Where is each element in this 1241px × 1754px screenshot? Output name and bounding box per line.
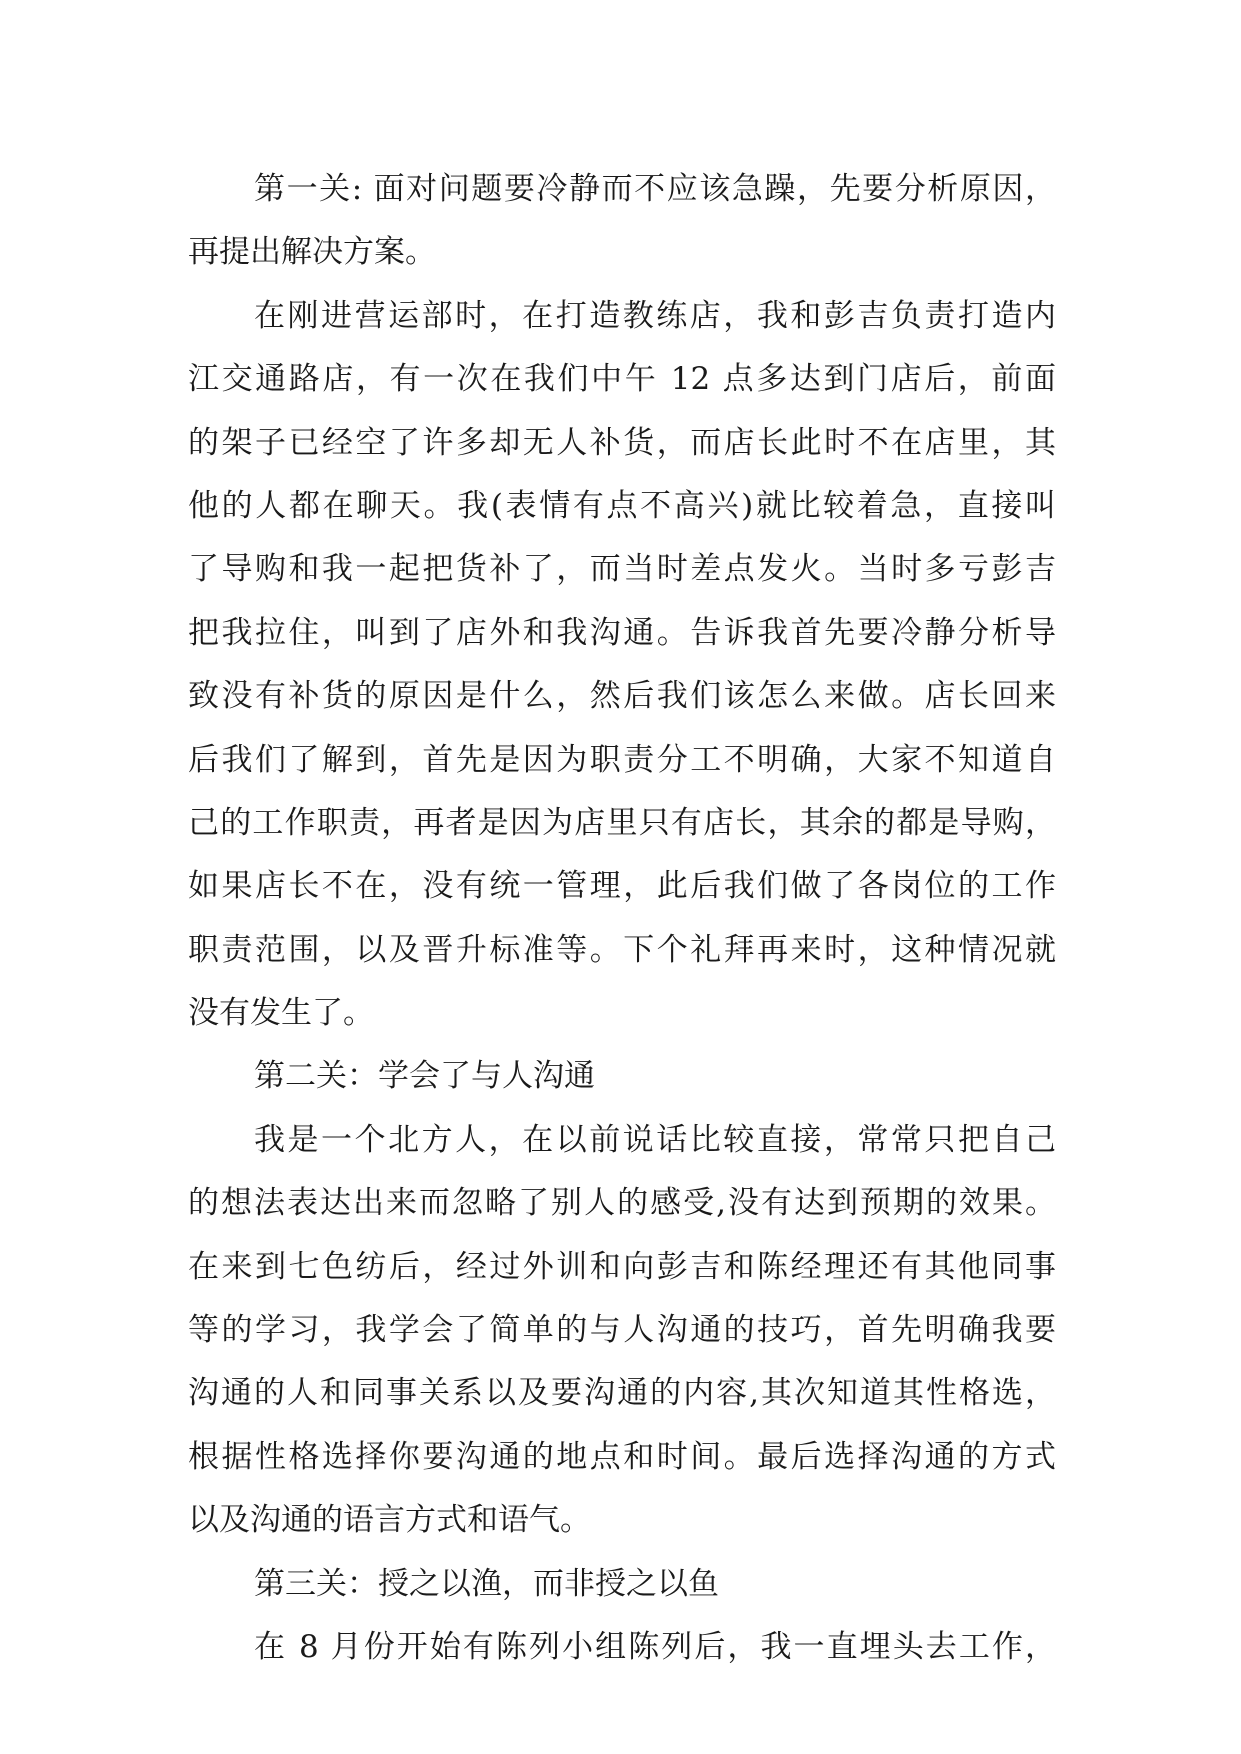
text-line: 如果店长不在，没有统一管理，此后我们做了各岗位的工作 xyxy=(188,868,1056,905)
document-body xyxy=(188,158,1056,1679)
text-line: 在刚进营运部时，在打造教练店，我和彭吉负责打造内 xyxy=(254,297,1056,334)
text-line: 后我们了解到，首先是因为职责分工不明确，大家不知道自 xyxy=(188,741,1056,778)
text-line: 他的人都在聊天。我(表情有点不高兴)就比较着急，直接叫 xyxy=(188,487,1056,524)
text-line: 根据性格选择你要沟通的地点和时间。最后选择沟通的方式 xyxy=(188,1438,1056,1475)
text-line: 己的工作职责，再者是因为店里只有店长，其余的都是导购， xyxy=(188,804,1056,841)
text-line: 等的学习，我学会了简单的与人沟通的技巧，首先明确我要 xyxy=(188,1312,1056,1349)
text-line: 在 8 月份开始有陈列小组陈列后，我一直埋头去工作， xyxy=(254,1628,1056,1665)
text-line: 致没有补货的原因是什么，然后我们该怎么来做。店长回来 xyxy=(188,678,1056,715)
text-line: 我是一个北方人，在以前说话比较直接，常常只把自己 xyxy=(254,1121,1056,1158)
text-line: 的架子已经空了许多却无人补货，而店长此时不在店里，其 xyxy=(188,424,1056,461)
text-line: 沟通的人和同事关系以及要沟通的内容,其次知道其性格选， xyxy=(188,1375,1056,1412)
text-line: 第二关：学会了与人沟通 xyxy=(254,1058,595,1095)
text-line: 第三关：授之以渔，而非授之以鱼 xyxy=(254,1565,719,1602)
text-line: 在来到七色纺后，经过外训和向彭吉和陈经理还有其他同事 xyxy=(188,1248,1056,1285)
text-line: 的想法表达出来而忽略了别人的感受,没有达到预期的效果。 xyxy=(188,1185,1056,1222)
text-line: 把我拉住，叫到了店外和我沟通。告诉我首先要冷静分析导 xyxy=(188,614,1056,651)
text-line: 没有发生了。 xyxy=(188,995,374,1032)
text-line: 再提出解决方案。 xyxy=(188,234,436,271)
text-line: 第一关: 面对问题要冷静而不应该急躁，先要分析原因， xyxy=(254,171,1056,207)
text-line: 了导购和我一起把货补了，而当时差点发火。当时多亏彭吉 xyxy=(188,551,1056,588)
text-line: 以及沟通的语言方式和语气。 xyxy=(188,1502,591,1539)
text-line: 江交通路店，有一次在我们中午 12 点多达到门店后，前面 xyxy=(188,361,1056,398)
text-line: 职责范围，以及晋升标准等。下个礼拜再来时，这种情况就 xyxy=(188,931,1056,968)
